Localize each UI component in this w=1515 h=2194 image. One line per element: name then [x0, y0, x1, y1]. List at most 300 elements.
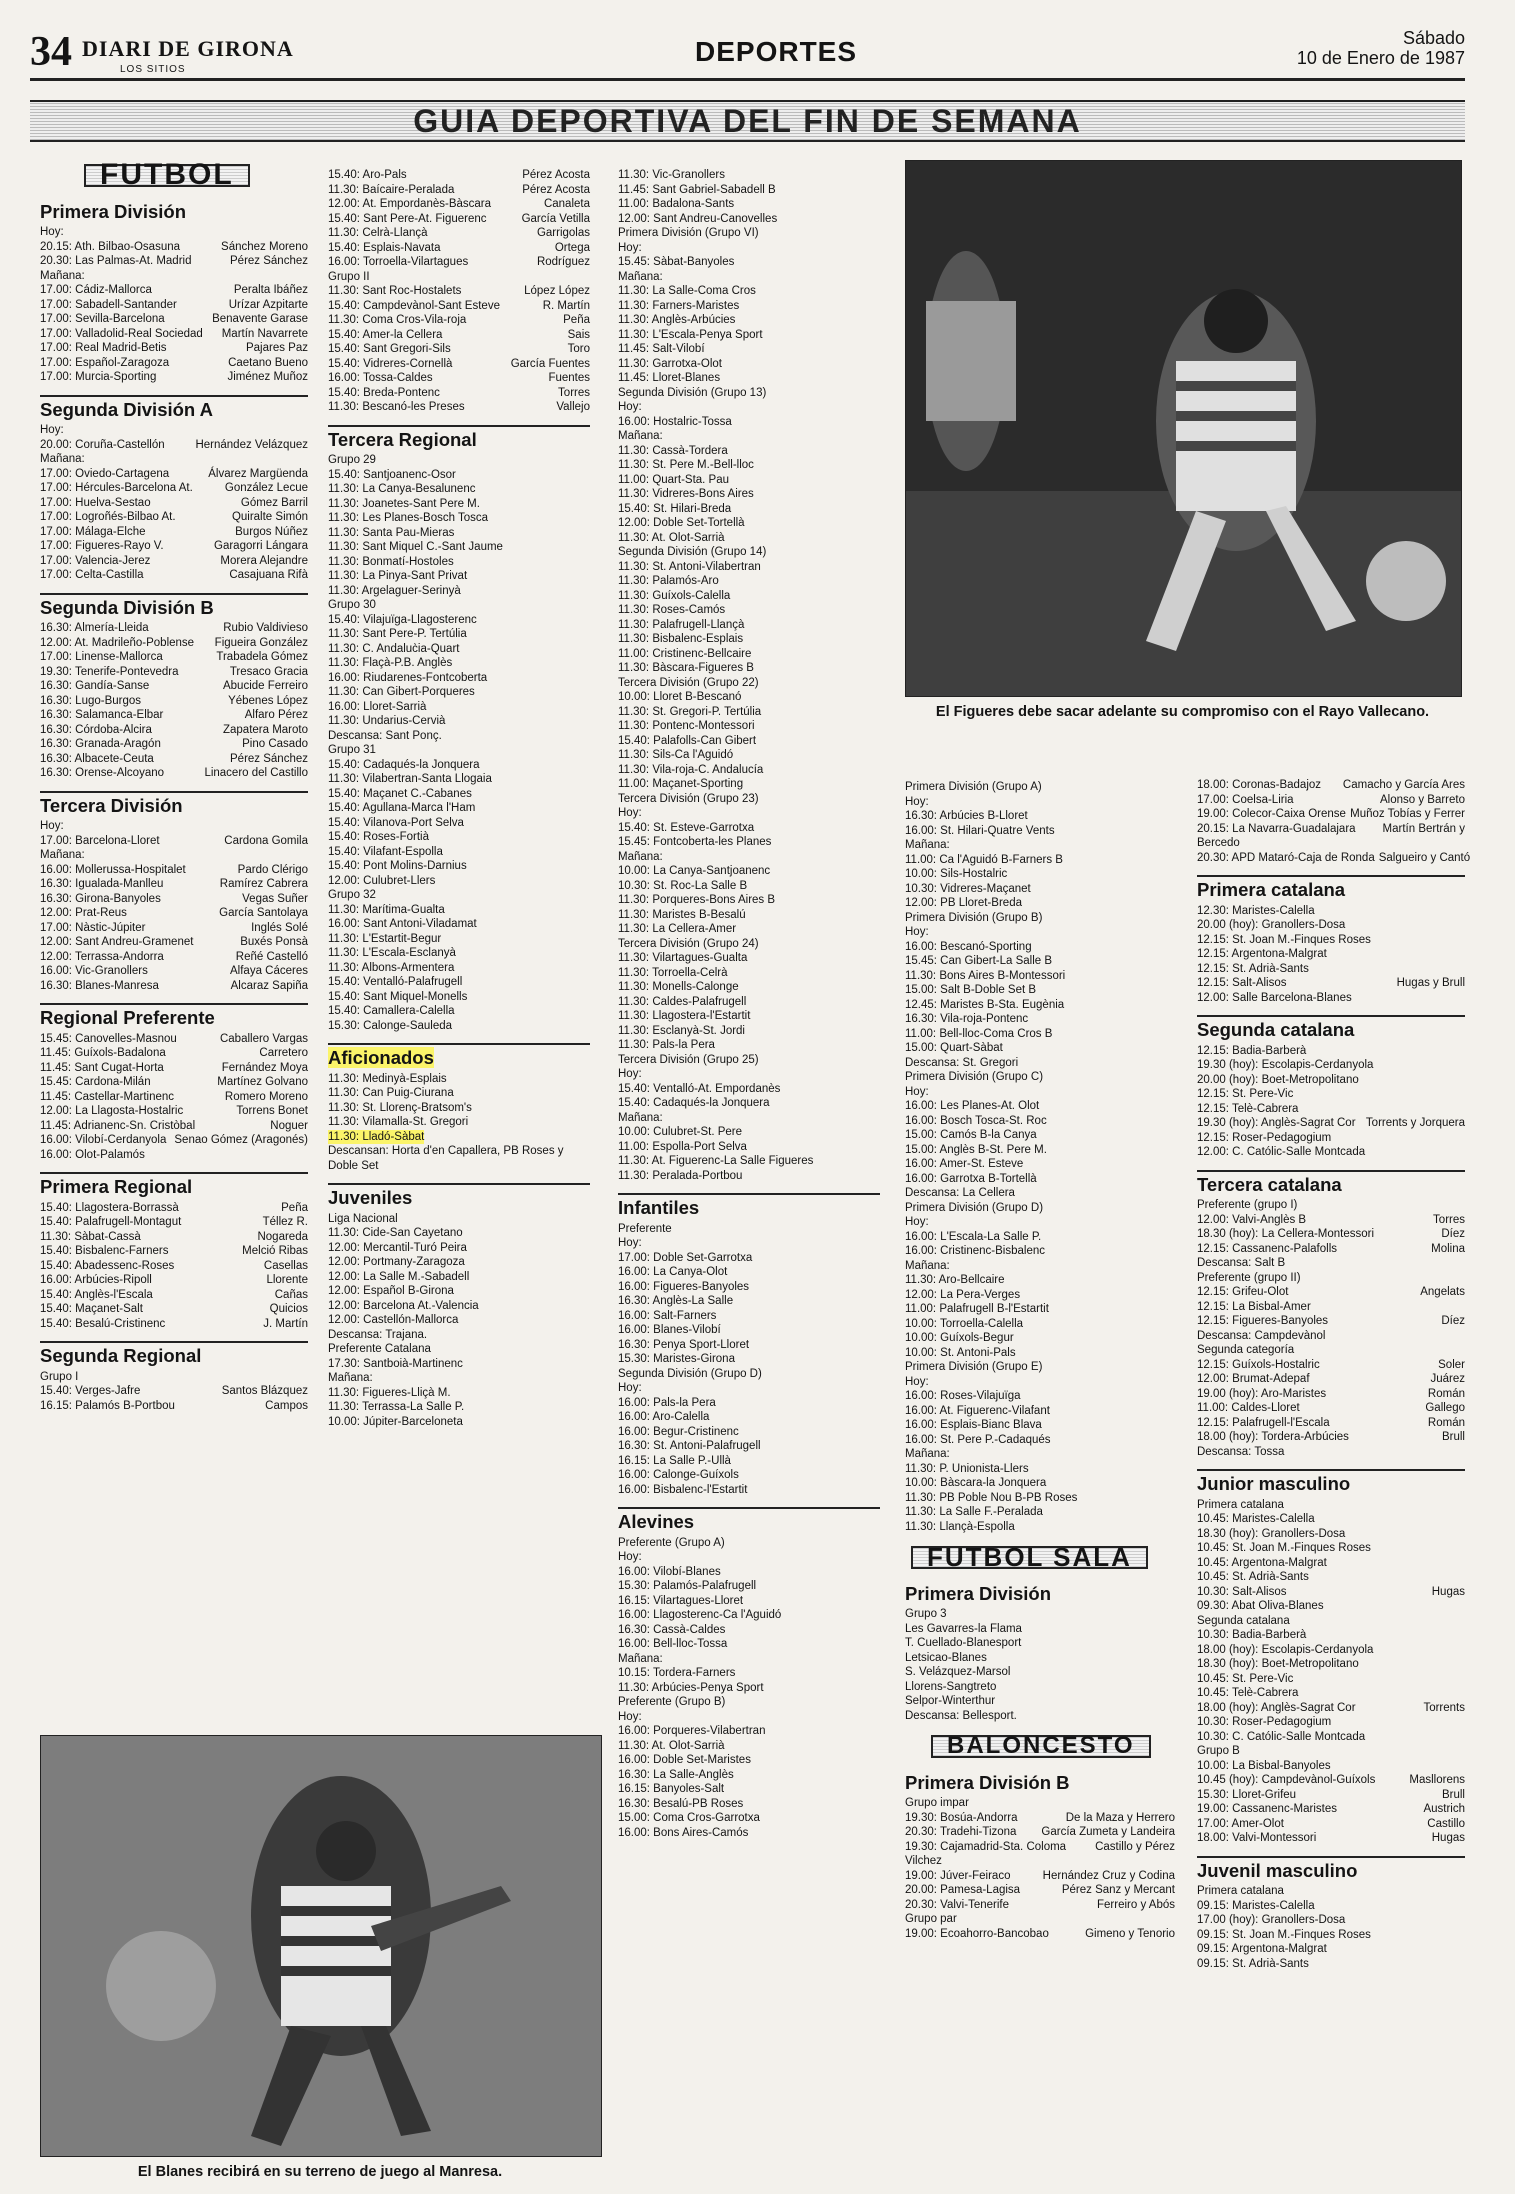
fixture-row [1197, 991, 1465, 1006]
fixture-line: 16.00: Aro-Calella [618, 1411, 710, 1423]
fixture-referee: Soler [1438, 1358, 1465, 1371]
fixture-line: 16.30: Penya Sport-Lloret [618, 1338, 750, 1351]
section-heading: Primera catalana [1197, 875, 1465, 898]
fixture-referee [1461, 1884, 1465, 1899]
fixture-line: 16.30: Cassà-Caldes [618, 1623, 726, 1636]
fixture-line: 16.15: Vilartagues-Lloret [618, 1594, 744, 1607]
fixture-row [40, 1148, 308, 1163]
fixture-match: 20.00: Coruña-Castellón [40, 438, 165, 451]
fixture-match: 15.40: Sant Gregori-Sils [328, 343, 451, 355]
fixtures-block [328, 1212, 590, 1430]
fixture-referee: Díez [1441, 1228, 1465, 1240]
fixture-match: Primera catalana [1197, 1498, 1284, 1511]
fixture-line: 11.30: Flaçà-P.B. Anglès [328, 657, 453, 669]
fixture-line: 11.30: Vidreres-Bons Aires [618, 488, 754, 500]
fixture-row [40, 452, 308, 467]
fixture-referee: Linacero del Castillo [204, 767, 308, 779]
fixture-match: 11.30: Bescanó-les Preses [328, 401, 465, 413]
fixture-row [40, 356, 308, 371]
fixture-row [40, 1201, 308, 1216]
fixture-row [905, 1854, 1175, 1869]
fixture-match: 16.30: Igualada-Manlleu [40, 878, 164, 890]
fixtures-block [905, 780, 1175, 1534]
fixtures-block [40, 1370, 308, 1414]
fixture-row [40, 1244, 308, 1259]
fixtures-block [905, 1607, 1175, 1723]
fixture-match: 15.40: Besalú-Cristinenc [40, 1317, 166, 1330]
fixture-match: Vilchez [905, 1855, 942, 1867]
fixture-row [40, 877, 308, 892]
fixture-line: 11.30: At. Olot-Sarrià [618, 531, 725, 544]
column-3 [618, 168, 880, 1840]
photo-blanes [40, 1735, 602, 2157]
fixture-line: 12.45: Maristes B-Sta. Eugènia [905, 998, 1065, 1011]
fixture-match: 12.15: Figueres-Banyoles [1197, 1315, 1329, 1327]
fixture-row [1197, 1957, 1465, 1972]
fixture-match: 17.00: Figueres-Rayo V. [40, 540, 164, 552]
fixture-line: 16.00: La Canya-Olot [618, 1266, 728, 1278]
fixture-referee: Alonso y Barreto [1379, 793, 1465, 806]
fixture-referee: López López [524, 285, 590, 297]
fixture-row [1197, 947, 1465, 962]
section-title: DEPORTES [695, 36, 858, 67]
fixture-match: Mañana: [40, 269, 85, 282]
fixture-referee: Toro [567, 343, 590, 355]
fixture-referee: Brull [1441, 1788, 1465, 1801]
fixture-row [1197, 1628, 1465, 1643]
fixture-referee: Pardo Clérigo [237, 863, 308, 876]
fixture-line: 15.00: Quart-Sàbat [905, 1042, 1003, 1054]
fixture-match: 20.15: Ath. Bilbao-Osasuna [40, 240, 181, 253]
fixtures-block [1197, 904, 1465, 1006]
fixture-referee [1461, 1899, 1465, 1914]
fixture-referee [1461, 1058, 1465, 1073]
fixture-match: 15.40: Campdevànol-Sant Esteve [328, 299, 500, 312]
fixture-referee: Reñé Castelló [235, 950, 308, 963]
fixture-line: 11.30: Undarius-Cervià [328, 715, 446, 727]
fixture-line: 15.00: Salt B-Doble Set B [905, 984, 1037, 996]
fixture-row [40, 225, 308, 240]
fixture-row [1197, 1817, 1465, 1832]
fixture-line: 11.00: Ca l'Aguidó B-Farners B [905, 853, 1063, 866]
fixture-match: 17.00: Celta-Castilla [40, 569, 144, 581]
fixture-row [1197, 904, 1465, 919]
fixture-line: 10.00: Guíxols-Begur [905, 1332, 1014, 1344]
fixture-referee: Román [1427, 1387, 1465, 1400]
fixture-referee: Carretero [259, 1047, 308, 1059]
fixture-line: 11.30: Cide-San Cayetano [328, 1227, 463, 1239]
fixture-line: 16.00: Bons Aires-Camós [618, 1826, 749, 1839]
fixture-line: 15.40: Santjoanenc-Osor [328, 468, 456, 481]
fixture-line: 10.00: Sils-Hostalric [905, 868, 1008, 880]
fixture-referee: Pérez Sánchez [230, 255, 308, 267]
fixture-referee: Romero Moreno [224, 1090, 308, 1103]
fixture-line: 11.30: Albons-Armentera [328, 961, 455, 974]
fixture-referee [1461, 1913, 1465, 1928]
fixture-row [1197, 1329, 1465, 1344]
fixture-row [40, 1119, 308, 1134]
fixture-row [905, 1898, 1175, 1913]
fixture-line: Mañana: [328, 1372, 373, 1384]
fixture-line: 16.30: Besalú-PB Roses [618, 1797, 744, 1810]
fixture-line: Preferente (Grupo A) [618, 1536, 725, 1549]
fixture-match: 12.00: At. Empordanès-Bàscara [328, 198, 492, 210]
fixture-referee [1461, 918, 1465, 933]
fixture-line: Descansa: La Cellera [905, 1187, 1015, 1199]
fixture-line: 12.00: Portmany-Zaragoza [328, 1256, 465, 1268]
fixture-row [1197, 822, 1465, 837]
fixture-row [40, 1259, 308, 1274]
fixture-referee: García Fuentes [510, 357, 590, 370]
fixture-referee: Torrents [1423, 1701, 1465, 1714]
fixture-line: 16.00: Sant Antoni-Viladamat [328, 918, 477, 930]
fixture-match: 12.15: Salt-Alisos [1197, 977, 1287, 989]
fixture-row [328, 270, 590, 285]
fixture-row [1197, 1599, 1465, 1614]
fixture-match: 11.45: Adrianenc-Sn. Cristòbal [40, 1119, 196, 1132]
fixture-match: 18.30 (hoy): La Cellera-Montessori [1197, 1228, 1375, 1240]
fixture-referee: Llorente [266, 1274, 308, 1286]
fixture-referee [304, 269, 308, 284]
fixture-referee [1461, 1643, 1465, 1658]
fixture-line: 11.30: Esclanyà-St. Jordi [618, 1024, 745, 1037]
fixtures-block [1197, 1884, 1465, 1971]
fixture-line: Hoy: [618, 401, 642, 413]
fixture-referee [1461, 947, 1465, 962]
fixture-referee: Tresaco Gracia [229, 665, 308, 678]
column-4 [905, 780, 1175, 1941]
fixture-line: 11.30: Garrotxa-Olot [618, 357, 722, 370]
fixture-line: 15.40: Pont Molins-Darnius [328, 860, 467, 872]
fixture-line: Hoy: [618, 1068, 642, 1080]
fixture-line: 11.30: Bonmatí-Hostoles [328, 555, 454, 568]
fixture-line: Descansa: St. Gregori [905, 1056, 1019, 1069]
fixture-line: 12.00: Barcelona At.-Valencia [328, 1299, 479, 1312]
fixture-row [40, 312, 308, 327]
fixture-line: 11.30: L'Estartit-Begur [328, 932, 442, 945]
fixture-line: 16.00: Roses-Vilajuïga [905, 1390, 1021, 1402]
section-heading: Juvenil masculino [1197, 1856, 1465, 1879]
fixture-line: Grupo 3 [905, 1608, 947, 1620]
fixture-match: 11.30: Sant Roc-Hostalets [328, 285, 462, 297]
fixture-match: 20.30: Valvi-Tenerife [905, 1898, 1009, 1911]
fixture-line: 11.30: Bons Aires B-Montessori [905, 969, 1066, 982]
fixture-match: 12.15: Telè-Cabrera [1197, 1102, 1299, 1115]
fixture-line: 11.30: St. Llorenç-Bratsom's [328, 1101, 472, 1114]
fixture-row [328, 400, 590, 415]
fixture-line: 11.45: Salt-Vilobí [618, 343, 705, 355]
fixture-referee [1461, 1556, 1465, 1571]
fixture-line: 12.00: Mercantil-Turó Peira [328, 1241, 467, 1254]
fixture-referee: Molina [1431, 1242, 1465, 1255]
fixture-line: 16.00: Bisbalenc-l'Estartit [618, 1483, 748, 1496]
fixture-referee: Gómez Barril [240, 496, 308, 509]
fixture-line: 15.40: Maçanet C.-Cabanes [328, 787, 472, 800]
fixture-line: 16.00: Calonge-Guíxols [618, 1469, 739, 1481]
fixture-row [1197, 778, 1465, 793]
fixture-line: 16.30: La Salle-Anglès [618, 1768, 734, 1781]
fixture-referee: Peña [281, 1201, 308, 1214]
fixture-referee: Noguer [270, 1119, 308, 1132]
fixture-line: 11.30: Vilamalla-St. Gregori [328, 1116, 469, 1128]
fixture-line: Tercera División (Grupo 24) [618, 937, 759, 950]
fixture-line: 10.00: La Canya-Santjoanenc [618, 865, 771, 877]
photo-figueres-image [906, 161, 1461, 696]
fixture-row [40, 1104, 308, 1119]
fixture-line: 15.00: Coma Cros-Garrotxa [618, 1812, 760, 1824]
fixture-match: 10.45: Telè-Cabrera [1197, 1687, 1299, 1699]
fixture-row [40, 1230, 308, 1245]
fixture-match: 15.40: Bisbalenc-Farners [40, 1245, 169, 1257]
fixture-row [40, 298, 308, 313]
fixture-match: 11.30: Sàbat-Cassà [40, 1230, 141, 1243]
fixture-referee [1461, 1256, 1465, 1271]
fixture-row [40, 906, 308, 921]
section-heading [328, 1043, 590, 1066]
fixture-referee: Ortega [554, 241, 590, 254]
fixture-line: 16.00: Salt-Farners [618, 1309, 717, 1322]
fixtures-block [328, 453, 590, 1033]
fixture-match: 17.00: Murcia-Sporting [40, 371, 157, 383]
fixture-row [1197, 918, 1465, 933]
fixture-referee [1461, 1087, 1465, 1102]
fixture-referee: Peña [563, 314, 590, 326]
fixture-line: 11.45: Sant Gabriel-Sabadell B [618, 183, 776, 196]
fixture-referee [1461, 1730, 1465, 1745]
fixture-referee: García Santolaya [219, 907, 308, 919]
baloncesto-heading: BALONCESTO [931, 1735, 1151, 1758]
fixture-line: Tercera División (Grupo 22) [618, 676, 759, 689]
fixture-line: 11.30: St. Pere M.-Bell-lloc [618, 459, 754, 471]
fixture-row [905, 1840, 1175, 1855]
fixture-row [328, 299, 590, 314]
fixture-match: 11.45: Castellar-Martinenc [40, 1090, 175, 1103]
fixtures-block [1197, 1198, 1465, 1459]
fixture-line: Segunda División (Grupo D) [618, 1367, 762, 1380]
fixture-match: 16.00: Torroella-Vilartagues [328, 256, 469, 268]
fixture-match: 17.00: Sevilla-Barcelona [40, 313, 165, 325]
fixture-row [905, 1796, 1175, 1811]
fixture-line: 11.45: Lloret-Blanes [618, 372, 721, 384]
fixture-line: 10.00: Culubret-St. Pere [618, 1126, 743, 1138]
fixture-line: Mañana: [618, 850, 663, 863]
fixture-row [40, 496, 308, 511]
fixture-match: 10.45: St. Pere-Vic [1197, 1672, 1294, 1685]
fixture-referee [1461, 991, 1465, 1006]
section-heading: Primera División [40, 200, 187, 222]
fixture-match: Hoy: [40, 226, 64, 238]
fixture-match: Primera catalana [1197, 1885, 1284, 1897]
fixture-row [1197, 1899, 1465, 1914]
fixture-line: 15.40: Cadaqués-la Jonquera [618, 1097, 770, 1109]
fixture-row [1197, 1942, 1465, 1957]
fixture-referee: Pérez Sanz y Mercant [1061, 1884, 1175, 1896]
fixture-row [1197, 1044, 1465, 1059]
fixture-line: Primera División (Grupo B) [905, 911, 1043, 924]
fixture-match: 12.15: Argentona-Malgrat [1197, 948, 1327, 960]
fixture-line: 11.30: Terrassa-La Salle P. [328, 1401, 465, 1413]
fixture-line: 11.30: Can Gibert-Porqueres [328, 686, 475, 698]
fixture-line: 16.30: Anglès-La Salle [618, 1295, 734, 1307]
fixture-line: 11.30: Peralada-Portbou [618, 1169, 743, 1182]
fixture-row [328, 168, 590, 183]
fixture-match: 12.15: Guíxols-Hostalric [1197, 1358, 1320, 1371]
fixture-line: Mañana: [618, 1652, 663, 1665]
fixture-match: 17.00: Huelva-Sestao [40, 496, 151, 509]
fixtures-block [40, 225, 308, 385]
fixture-referee: Peralta Ibáñez [233, 284, 308, 296]
fixture-referee: Nogareda [257, 1230, 308, 1243]
fixture-match: 10.30: Salt-Alisos [1197, 1585, 1287, 1598]
fixture-row [1197, 1657, 1465, 1672]
day-name: Sábado [1402, 28, 1465, 48]
fixture-referee [1461, 1957, 1465, 1972]
fixture-line: Hoy: [905, 1216, 929, 1228]
fixture-row [40, 481, 308, 496]
fixture-match: 19.00: Ecoahorro-Bancobao [905, 1927, 1049, 1940]
fixture-referee: Quiralte Simón [231, 511, 308, 523]
fixture-match: 12.15: Palafrugell-l'Escala [1197, 1416, 1330, 1429]
fixture-referee: Pérez Acosta [522, 183, 590, 196]
fixture-row [40, 935, 308, 950]
fixture-match: 09.15: Maristes-Calella [1197, 1899, 1315, 1912]
fixture-line: 10.30: Vidreres-Maçanet [905, 882, 1031, 895]
fixture-row [40, 1370, 308, 1385]
fixture-match: 19.00: Colecor-Caixa Orense [1197, 808, 1346, 820]
fixture-line: 11.30: Anglès-Arbúcies [618, 314, 736, 326]
fixture-line: 11.30: Vilartagues-Gualta [618, 952, 748, 964]
fixture-referee [1171, 1912, 1175, 1927]
fixture-line: 11.30: Roses-Camós [618, 604, 726, 616]
fixture-line: 15.30: Palamós-Palafrugell [618, 1580, 757, 1592]
fixture-match: 15.45: Canovelles-Masnou [40, 1032, 177, 1045]
fixture-line: 11.30: Bisbalenc-Esplais [618, 633, 744, 645]
fixture-line: 16.00: Vilobí-Blanes [618, 1565, 721, 1578]
fixture-match: 19.30: Tenerife-Pontevedra [40, 665, 179, 678]
fixture-line: 11.30: Vilabertran-Santa Llogaia [328, 773, 492, 785]
fixture-referee: Morera Alejandre [220, 554, 308, 567]
fixture-referee [304, 423, 308, 438]
fixture-row [905, 1825, 1175, 1840]
fixture-match: 17.00: Hércules-Barcelona At. [40, 482, 193, 494]
fixture-line: 16.00: Figueres-Banyoles [618, 1280, 750, 1293]
fixture-match: Grupo I [40, 1370, 79, 1383]
fixture-line: 16.00: Porqueres-Vilabertran [618, 1725, 766, 1737]
fixture-line: 16.00: Bosch Tosca-St. Roc [905, 1114, 1047, 1127]
section-heading: Alevines [618, 1507, 880, 1530]
fixture-match: 19.30: Bosúa-Andorra [905, 1811, 1018, 1824]
fixture-referee: Hugas y Brull [1396, 977, 1465, 989]
fixture-referee: Vallejo [556, 401, 590, 413]
fixture-referee: Alcaraz Sapiña [230, 979, 308, 992]
fixture-line: 11.30: At. Figuerenc-La Salle Figueres [618, 1155, 814, 1167]
fixture-line: 11.30: La Salle F.-Peralada [905, 1506, 1043, 1518]
fixture-referee [1461, 933, 1465, 948]
fixture-row [1197, 1116, 1465, 1131]
section-heading: Junior masculino [1197, 1469, 1465, 1492]
section-heading: Segunda División B [40, 593, 308, 616]
section-heading: Primera División B [905, 1771, 1070, 1793]
fixture-match: 18.30 (hoy): Boet-Metropolitano [1197, 1658, 1359, 1670]
fixture-match: 16.15: Palamós B-Portbou [40, 1399, 175, 1412]
fixture-line: 15.40: Vilajuïga-Llagosterenc [328, 613, 477, 626]
fixtures-block [618, 168, 880, 1183]
fixture-referee: Pino Casado [242, 738, 308, 750]
fixture-row [40, 1046, 308, 1061]
fixture-referee [1461, 1715, 1465, 1730]
fixture-row [40, 269, 308, 284]
fixture-match: 11.30: Celrà-Llançà [328, 227, 428, 239]
fixture-line: T. Cuellado-Blanesport [905, 1637, 1022, 1649]
fixture-referee [304, 819, 308, 834]
fixture-referee: García Zumeta y Landeira [1041, 1826, 1175, 1838]
fixture-row [905, 1869, 1175, 1884]
fixture-line: 11.30: Lladó-Sàbat [328, 1130, 425, 1143]
fixture-line: 16.30: Vila-roja-Pontenc [905, 1013, 1029, 1025]
fixture-referee: Ramírez Cabrera [219, 878, 308, 890]
fixture-line: Hoy: [618, 807, 642, 819]
fixture-line: 15.00: Camós B-la Canya [905, 1129, 1037, 1141]
fixture-match: 09.30: Abat Oliva-Blanes [1197, 1600, 1324, 1612]
fixtures-block [40, 1032, 308, 1163]
fixture-line: 16.00: Esplais-Bianc Blava [905, 1419, 1042, 1431]
fixture-referee: Casellas [263, 1259, 308, 1272]
fixture-row [1197, 1358, 1465, 1373]
fixture-row [40, 621, 308, 636]
fixture-referee [1461, 1145, 1465, 1160]
fixture-match: 16.30: Blanes-Manresa [40, 979, 159, 992]
fixture-referee: Torrents y Jorquera [1365, 1117, 1465, 1129]
fixture-line: 11.30: Torroella-Celrà [618, 966, 728, 979]
fixture-row [328, 284, 590, 299]
fixture-line: 12.00: La Pera-Verges [905, 1288, 1021, 1301]
fixture-match: 20.00: Pamesa-Lagisa [905, 1884, 1021, 1896]
fixture-match: 09.15: St. Joan M.-Finques Roses [1197, 1928, 1371, 1941]
fixture-row [1197, 1198, 1465, 1213]
fixture-referee [1461, 1657, 1465, 1672]
fixture-line: Preferente [618, 1222, 672, 1235]
fixture-row [1197, 793, 1465, 808]
fixture-match: 10.45: St. Adrià-Sants [1197, 1571, 1309, 1583]
fixture-line: 11.30: Bàscara-Figueres B [618, 662, 754, 674]
section-heading: Segunda Regional [40, 1341, 308, 1364]
fixture-referee: Vegas Suñer [242, 892, 308, 905]
fixture-line: 16.30: St. Antoni-Palafrugell [618, 1440, 761, 1452]
fixture-referee [1461, 1628, 1465, 1643]
fixture-referee: Burgos Núñez [235, 525, 308, 538]
fixture-match: 15.40: Llagostera-Borrassà [40, 1201, 179, 1214]
fixture-match: Mañana: [40, 849, 85, 861]
fixture-line: 16.00: L'Escala-La Salle P. [905, 1230, 1042, 1243]
fixture-referee: Caballero Vargas [219, 1032, 308, 1045]
fixture-line: 16.15: La Salle P.-Ullà [618, 1454, 731, 1467]
fixtures-block [40, 1201, 308, 1332]
fixture-line: 15.40: St. Esteve-Garrotxa [618, 821, 755, 834]
fixture-match: 15.40: Esplais-Navata [328, 241, 441, 254]
fixture-line: 11.30: Medinyà-Esplais [328, 1072, 447, 1085]
fixture-match: Hoy: [40, 424, 64, 436]
fixture-referee: Torrens Bonet [236, 1105, 308, 1117]
fixture-referee: Torres [558, 386, 590, 399]
fixture-row [40, 921, 308, 936]
fixture-match: 18.00: Valvi-Montessori [1197, 1832, 1317, 1844]
fixture-referee: Álvarez Margüenda [208, 467, 308, 480]
fixture-referee [1461, 1498, 1465, 1513]
fixture-referee: J. Martín [263, 1317, 308, 1330]
fixtures-block [618, 1536, 880, 1841]
fixture-line: 17.30: Santboià-Martinenc [328, 1357, 463, 1370]
fixture-line: 15.40: Palafolls-Can Gibert [618, 734, 757, 747]
